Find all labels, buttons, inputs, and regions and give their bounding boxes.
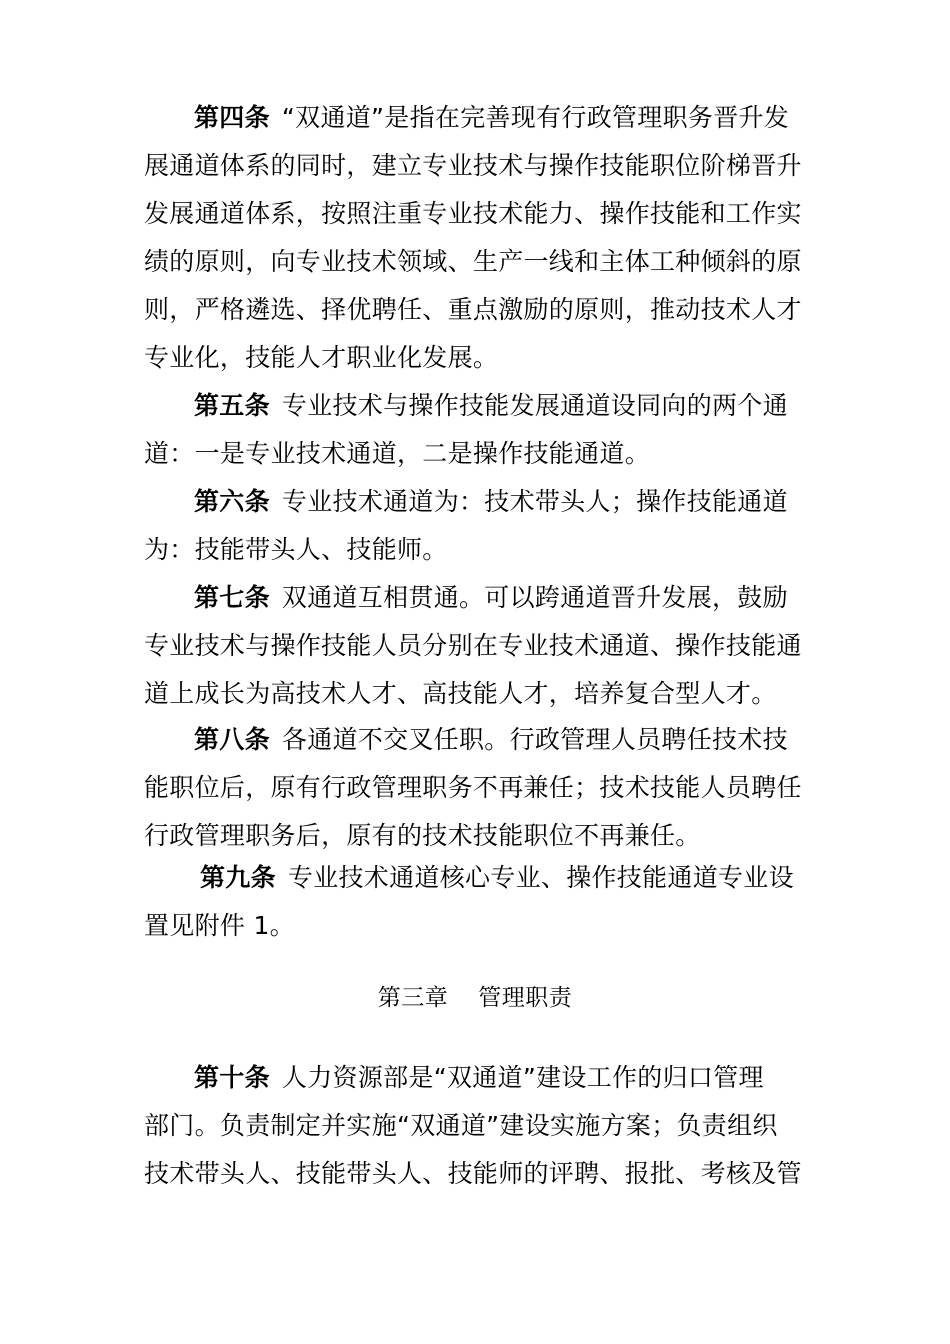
article-7-line-2: 专业技术与操作技能人员分别在专业技术通道、操作技能通 xyxy=(144,631,802,660)
article-4-label: 第四条 xyxy=(194,103,270,132)
article-7-line-3: 道上成长为高技术人才、高技能人才，培养复合型人才。 xyxy=(144,679,777,708)
article-6-line-1: 专业技术通道为：技术带头人；操作技能通道 xyxy=(281,487,788,516)
article-5-line-2: 道：一是专业技术通道，二是操作技能通道。 xyxy=(144,439,651,468)
article-10-line-2: 部门。负责制定并实施“双通道”建设实施方案；负责组织 xyxy=(144,1111,778,1140)
chapter-heading xyxy=(0,978,950,1018)
article-10-line-3: 技术带头人、技能带头人、技能师的评聘、报批、考核及管 xyxy=(144,1159,802,1188)
article-8 xyxy=(144,716,808,860)
article-4-line-3: 发展通道体系，按照注重专业技术能力、操作技能和工作实 xyxy=(144,199,802,228)
article-5-line-1: 专业技术与操作技能发展通道设同向的两个通 xyxy=(281,391,788,420)
chapter-number: 第三章 xyxy=(377,985,449,1011)
article-9 xyxy=(144,854,808,950)
article-10-label: 第十条 xyxy=(194,1063,270,1092)
article-8-line-1: 各通道不交叉任职。行政管理人员聘任技术技 xyxy=(281,725,788,754)
article-6-label: 第六条 xyxy=(194,487,270,516)
article-8-line-2: 能职位后，原有行政管理职务不再兼任；技术技能人员聘任 xyxy=(144,773,802,802)
article-9-line-1: 专业技术通道核心专业、操作技能通道专业设 xyxy=(287,863,794,892)
article-4 xyxy=(144,94,808,382)
article-9-line-2: 置见附件 1。 xyxy=(144,911,295,940)
article-10-line-1: 人力资源部是“双通道”建设工作的归口管理 xyxy=(281,1063,764,1092)
article-7 xyxy=(144,574,808,718)
article-4-line-1: “双通道”是指在完善现有行政管理职务晋升发 xyxy=(281,103,790,132)
chapter-title: 管理职责 xyxy=(478,985,573,1011)
article-4-line-4: 绩的原则，向专业技术领域、生产一线和主体工种倾斜的原 xyxy=(144,247,802,276)
article-6-line-2: 为：技能带头人、技能师。 xyxy=(144,535,448,564)
article-5 xyxy=(144,382,808,478)
article-5-label: 第五条 xyxy=(194,391,270,420)
article-7-label: 第七条 xyxy=(194,583,270,612)
article-7-line-1: 双通道互相贯通。可以跨通道晋升发展，鼓励 xyxy=(281,583,788,612)
article-9-label: 第九条 xyxy=(200,863,276,892)
article-4-line-6: 专业化，技能人才职业化发展。 xyxy=(144,343,499,372)
article-8-line-3: 行政管理职务后，原有的技术技能职位不再兼任。 xyxy=(144,821,701,850)
article-10 xyxy=(144,1054,808,1198)
article-8-label: 第八条 xyxy=(194,725,270,754)
article-6 xyxy=(144,478,808,574)
article-4-line-5: 则，严格遴选、择优聘任、重点激励的原则，推动技术人才 xyxy=(144,295,802,324)
article-4-line-2: 展通道体系的同时，建立专业技术与操作技能职位阶梯晋升 xyxy=(144,151,802,180)
